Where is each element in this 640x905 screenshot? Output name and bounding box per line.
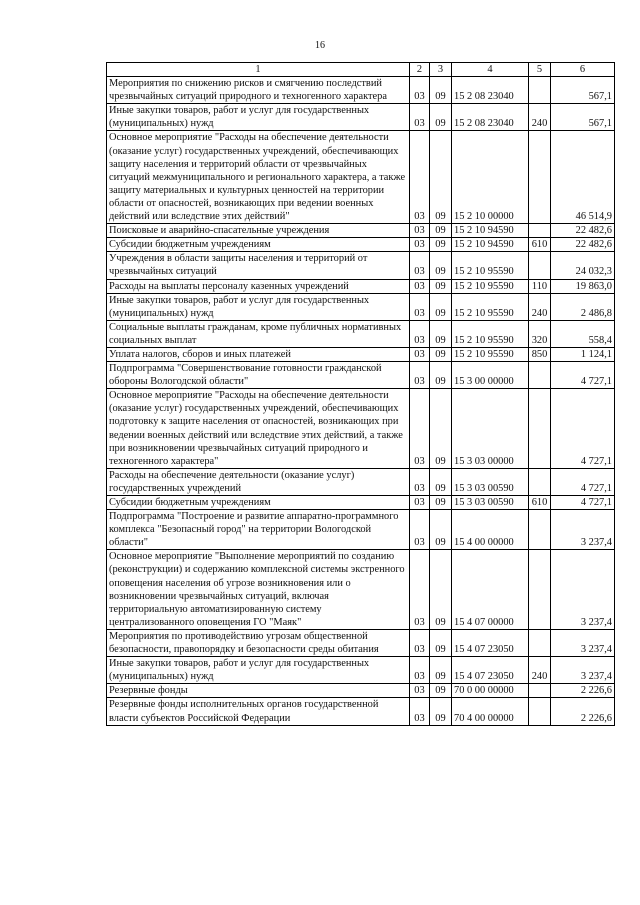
row-expense-type-cell bbox=[529, 468, 551, 495]
row-article-cell: 15 2 10 94590 bbox=[452, 224, 529, 238]
row-article-cell: 15 4 07 23050 bbox=[452, 657, 529, 684]
table-row bbox=[107, 252, 615, 279]
row-sum-cell: 3 237,4 bbox=[551, 657, 615, 684]
row-expense-type-cell bbox=[529, 510, 551, 550]
row-sum-cell: 4 727,1 bbox=[551, 389, 615, 469]
row-subsection-cell: 09 bbox=[430, 496, 452, 510]
row-subsection-cell: 09 bbox=[430, 279, 452, 293]
row-name-cell: Основное мероприятие "Расходы на обеспечение деятельности (оказание услуг) государственных учреждений, обеспечивающих подготовку к защите населения от опасностей, возникающих при ведении военных действий или вследствие этих действий, а также при возникновении чрезвычайных ситуаций природного и техногенного характера" bbox=[107, 389, 410, 469]
budget-table bbox=[106, 62, 615, 726]
row-name-cell: Субсидии бюджетным учреждениям bbox=[107, 238, 410, 252]
row-sum-cell: 24 032,3 bbox=[551, 252, 615, 279]
row-expense-type-cell bbox=[529, 362, 551, 389]
row-sum-cell: 558,4 bbox=[551, 320, 615, 347]
row-article-cell: 70 0 00 00000 bbox=[452, 684, 529, 698]
row-subsection-cell: 09 bbox=[430, 320, 452, 347]
row-expense-type-cell: 110 bbox=[529, 279, 551, 293]
row-sum-cell: 22 482,6 bbox=[551, 224, 615, 238]
row-expense-type-cell bbox=[529, 629, 551, 656]
row-subsection-cell: 09 bbox=[430, 550, 452, 630]
row-section-cell: 03 bbox=[410, 510, 430, 550]
row-article-cell: 15 2 10 95590 bbox=[452, 347, 529, 361]
row-subsection-cell: 09 bbox=[430, 347, 452, 361]
row-expense-type-cell bbox=[529, 131, 551, 224]
row-section-cell: 03 bbox=[410, 279, 430, 293]
row-article-cell: 15 2 10 00000 bbox=[452, 131, 529, 224]
table-row bbox=[107, 131, 615, 224]
table-row bbox=[107, 684, 615, 698]
row-name-cell: Резервные фонды bbox=[107, 684, 410, 698]
table-row bbox=[107, 389, 615, 469]
row-name-cell: Подпрограмма "Совершенствование готовности гражданской обороны Вологодской области" bbox=[107, 362, 410, 389]
row-article-cell: 15 3 03 00000 bbox=[452, 389, 529, 469]
row-name-cell: Иные закупки товаров, работ и услуг для государственных (муниципальных) нужд bbox=[107, 293, 410, 320]
row-name-cell: Мероприятия по противодействию угрозам общественной безопасности, правопорядку и безопасности среды обитания bbox=[107, 629, 410, 656]
header-cell: 2 bbox=[410, 63, 430, 77]
row-name-cell: Расходы на выплаты персоналу казенных учреждений bbox=[107, 279, 410, 293]
row-expense-type-cell bbox=[529, 389, 551, 469]
header-cell: 4 bbox=[452, 63, 529, 77]
row-expense-type-cell: 610 bbox=[529, 496, 551, 510]
table-row bbox=[107, 362, 615, 389]
row-article-cell: 15 4 07 23050 bbox=[452, 629, 529, 656]
row-article-cell: 15 2 10 95590 bbox=[452, 279, 529, 293]
row-expense-type-cell bbox=[529, 252, 551, 279]
row-sum-cell: 3 237,4 bbox=[551, 629, 615, 656]
row-expense-type-cell: 240 bbox=[529, 104, 551, 131]
row-section-cell: 03 bbox=[410, 104, 430, 131]
row-subsection-cell: 09 bbox=[430, 293, 452, 320]
row-article-cell: 15 3 03 00590 bbox=[452, 496, 529, 510]
table-row bbox=[107, 320, 615, 347]
row-sum-cell: 567,1 bbox=[551, 77, 615, 104]
table-row bbox=[107, 104, 615, 131]
table-row bbox=[107, 468, 615, 495]
row-article-cell: 15 2 08 23040 bbox=[452, 77, 529, 104]
row-expense-type-cell: 610 bbox=[529, 238, 551, 252]
row-subsection-cell: 09 bbox=[430, 224, 452, 238]
table-row bbox=[107, 629, 615, 656]
header-cell: 5 bbox=[529, 63, 551, 77]
row-subsection-cell: 09 bbox=[430, 389, 452, 469]
row-section-cell: 03 bbox=[410, 389, 430, 469]
row-expense-type-cell: 240 bbox=[529, 657, 551, 684]
row-section-cell: 03 bbox=[410, 320, 430, 347]
row-name-cell: Подпрограмма "Построение и развитие аппаратно-программного комплекса "Безопасный город" на территории Вологодской области" bbox=[107, 510, 410, 550]
row-article-cell: 15 4 07 00000 bbox=[452, 550, 529, 630]
row-subsection-cell: 09 bbox=[430, 252, 452, 279]
row-subsection-cell: 09 bbox=[430, 131, 452, 224]
row-expense-type-cell: 240 bbox=[529, 293, 551, 320]
row-expense-type-cell bbox=[529, 224, 551, 238]
row-section-cell: 03 bbox=[410, 468, 430, 495]
row-section-cell: 03 bbox=[410, 238, 430, 252]
row-name-cell: Расходы на обеспечение деятельности (оказание услуг) государственных учреждений bbox=[107, 468, 410, 495]
row-name-cell: Основное мероприятие "Выполнение мероприятий по созданию (реконструкции) и содержанию комплексной системы экстренного оповещения населения об угрозе возникновения или о возникновении чрезвычайных ситуаций, включая территориальную автоматизированную систему централизованного оповещения ГО "Маяк" bbox=[107, 550, 410, 630]
row-article-cell: 15 2 10 95590 bbox=[452, 252, 529, 279]
row-expense-type-cell bbox=[529, 77, 551, 104]
row-name-cell: Социальные выплаты гражданам, кроме публичных нормативных социальных выплат bbox=[107, 320, 410, 347]
row-article-cell: 15 2 08 23040 bbox=[452, 104, 529, 131]
row-sum-cell: 1 124,1 bbox=[551, 347, 615, 361]
row-sum-cell: 2 226,6 bbox=[551, 698, 615, 725]
row-section-cell: 03 bbox=[410, 496, 430, 510]
row-article-cell: 15 3 03 00590 bbox=[452, 468, 529, 495]
row-expense-type-cell bbox=[529, 684, 551, 698]
row-sum-cell: 3 237,4 bbox=[551, 550, 615, 630]
row-name-cell: Иные закупки товаров, работ и услуг для государственных (муниципальных) нужд bbox=[107, 104, 410, 131]
table-row bbox=[107, 510, 615, 550]
row-sum-cell: 4 727,1 bbox=[551, 468, 615, 495]
page-number: 16 bbox=[315, 40, 325, 51]
row-article-cell: 15 4 00 00000 bbox=[452, 510, 529, 550]
row-name-cell: Основное мероприятие "Расходы на обеспечение деятельности (оказание услуг) государственных учреждений, обеспечивающих защиту населения и территорий области от чрезвычайных ситуаций межмуниципального и регионального характера, а также защиту материальных и культурных ценностей на территории области от опасностей, возникающих при ведении военных действий или вследствие этих действий" bbox=[107, 131, 410, 224]
row-expense-type-cell bbox=[529, 698, 551, 725]
row-section-cell: 03 bbox=[410, 550, 430, 630]
row-subsection-cell: 09 bbox=[430, 629, 452, 656]
header-cell: 6 bbox=[551, 63, 615, 77]
row-subsection-cell: 09 bbox=[430, 684, 452, 698]
row-subsection-cell: 09 bbox=[430, 698, 452, 725]
header-row bbox=[107, 63, 615, 77]
row-article-cell: 15 2 10 95590 bbox=[452, 293, 529, 320]
row-sum-cell: 4 727,1 bbox=[551, 362, 615, 389]
row-sum-cell: 19 863,0 bbox=[551, 279, 615, 293]
row-subsection-cell: 09 bbox=[430, 238, 452, 252]
table-row bbox=[107, 657, 615, 684]
row-name-cell: Резервные фонды исполнительных органов государственной власти субъектов Российской Федерации bbox=[107, 698, 410, 725]
row-expense-type-cell: 320 bbox=[529, 320, 551, 347]
table-row bbox=[107, 550, 615, 630]
row-section-cell: 03 bbox=[410, 347, 430, 361]
table-row bbox=[107, 496, 615, 510]
table-row bbox=[107, 279, 615, 293]
table-row bbox=[107, 293, 615, 320]
row-article-cell: 15 2 10 95590 bbox=[452, 320, 529, 347]
row-section-cell: 03 bbox=[410, 131, 430, 224]
row-section-cell: 03 bbox=[410, 224, 430, 238]
header-cell: 1 bbox=[107, 63, 410, 77]
table-row bbox=[107, 224, 615, 238]
row-name-cell: Учреждения в области защиты населения и территорий от чрезвычайных ситуаций bbox=[107, 252, 410, 279]
row-name-cell: Уплата налогов, сборов и иных платежей bbox=[107, 347, 410, 361]
row-section-cell: 03 bbox=[410, 252, 430, 279]
row-article-cell: 15 3 00 00000 bbox=[452, 362, 529, 389]
row-sum-cell: 2 486,8 bbox=[551, 293, 615, 320]
table-row bbox=[107, 238, 615, 252]
row-name-cell: Поисковые и аварийно-спасательные учреждения bbox=[107, 224, 410, 238]
header-cell: 3 bbox=[430, 63, 452, 77]
row-sum-cell: 22 482,6 bbox=[551, 238, 615, 252]
table-row bbox=[107, 347, 615, 361]
table-row bbox=[107, 698, 615, 725]
row-name-cell: Иные закупки товаров, работ и услуг для государственных (муниципальных) нужд bbox=[107, 657, 410, 684]
row-section-cell: 03 bbox=[410, 657, 430, 684]
row-expense-type-cell: 850 bbox=[529, 347, 551, 361]
row-article-cell: 70 4 00 00000 bbox=[452, 698, 529, 725]
row-article-cell: 15 2 10 94590 bbox=[452, 238, 529, 252]
row-sum-cell: 4 727,1 bbox=[551, 496, 615, 510]
row-section-cell: 03 bbox=[410, 77, 430, 104]
row-sum-cell: 567,1 bbox=[551, 104, 615, 131]
row-sum-cell: 46 514,9 bbox=[551, 131, 615, 224]
row-section-cell: 03 bbox=[410, 629, 430, 656]
row-section-cell: 03 bbox=[410, 684, 430, 698]
table-row bbox=[107, 77, 615, 104]
row-name-cell: Субсидии бюджетным учреждениям bbox=[107, 496, 410, 510]
row-subsection-cell: 09 bbox=[430, 510, 452, 550]
row-sum-cell: 3 237,4 bbox=[551, 510, 615, 550]
row-section-cell: 03 bbox=[410, 293, 430, 320]
row-subsection-cell: 09 bbox=[430, 362, 452, 389]
row-subsection-cell: 09 bbox=[430, 77, 452, 104]
table-body bbox=[107, 77, 615, 726]
row-subsection-cell: 09 bbox=[430, 104, 452, 131]
row-sum-cell: 2 226,6 bbox=[551, 684, 615, 698]
row-section-cell: 03 bbox=[410, 362, 430, 389]
row-subsection-cell: 09 bbox=[430, 657, 452, 684]
row-expense-type-cell bbox=[529, 550, 551, 630]
row-subsection-cell: 09 bbox=[430, 468, 452, 495]
row-section-cell: 03 bbox=[410, 698, 430, 725]
row-name-cell: Мероприятия по снижению рисков и смягчению последствий чрезвычайных ситуаций природного и техногенного характера bbox=[107, 77, 410, 104]
